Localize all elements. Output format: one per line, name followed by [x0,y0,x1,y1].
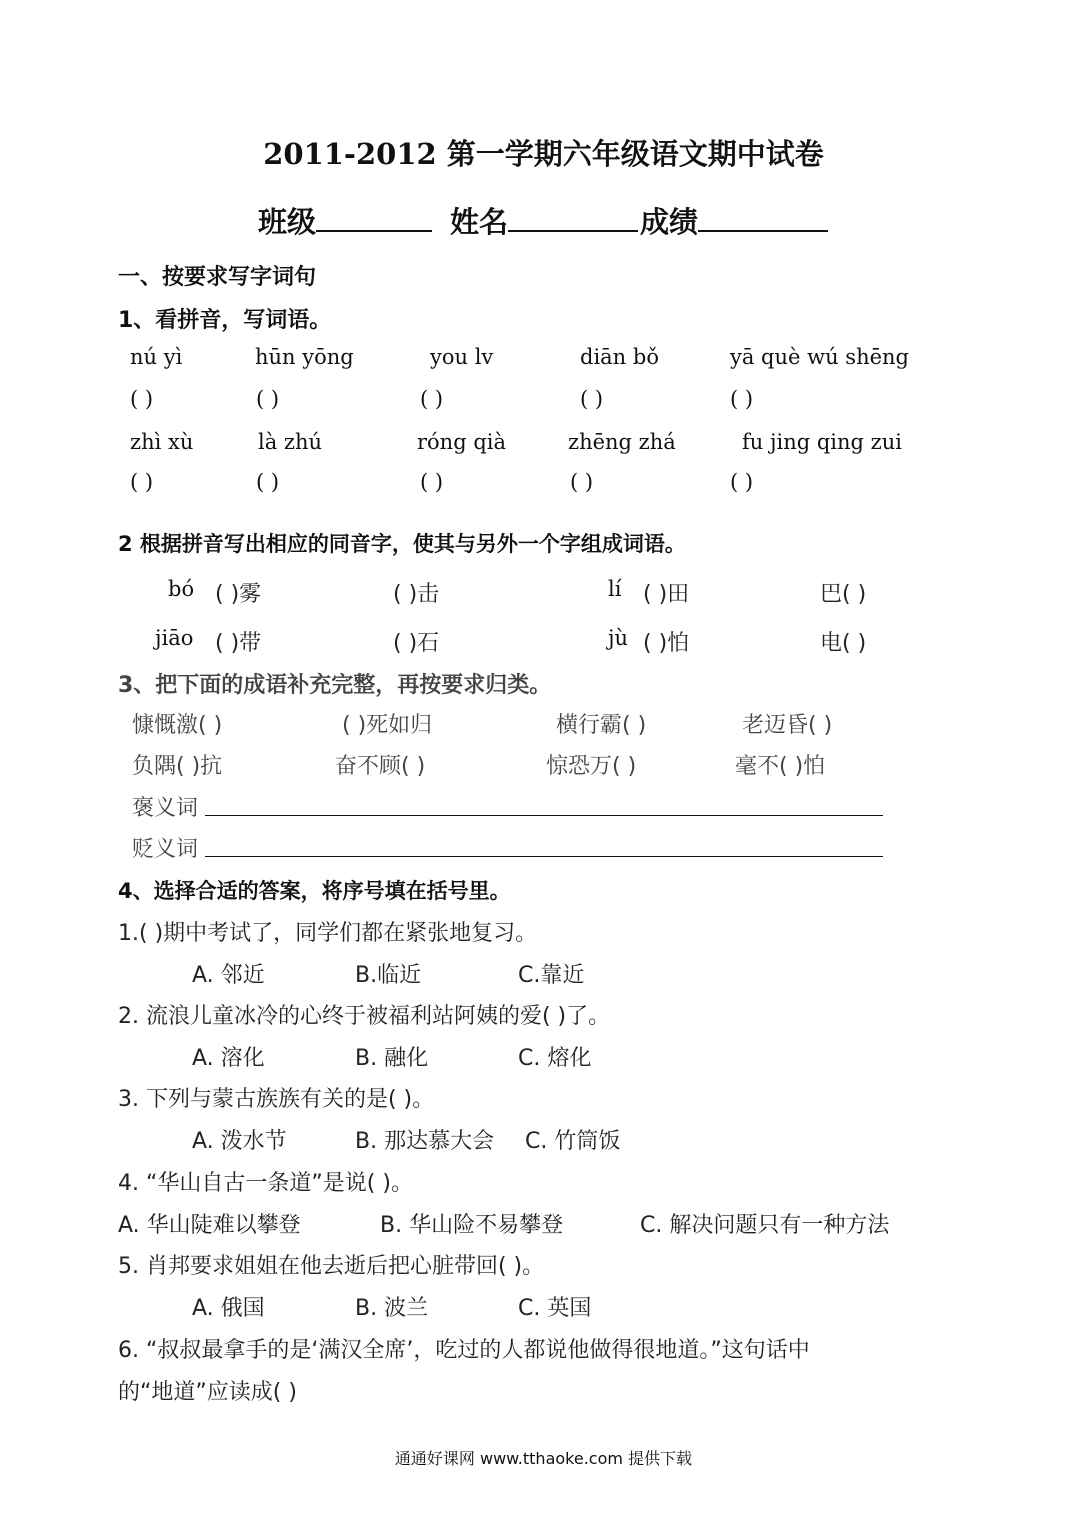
answer-blank[interactable]: ( )田 [643,582,690,607]
question-text: 1.( )期中考试了，同学们都在紧张地复习。 [118,921,538,946]
answer-blank[interactable]: ( ) [130,387,154,411]
class-blank[interactable] [316,204,432,232]
derogatory-label: 贬义词 [132,837,199,862]
answer-blank[interactable]: ( ) [420,470,444,494]
q4-title: 4、选择合适的答案，将序号填在括号里。 [118,879,511,903]
pinyin: diān bǒ [580,345,659,369]
option-a[interactable]: A. 泼水节 [192,1129,287,1154]
idiom-item[interactable]: 慷慨激( ) [132,713,223,738]
section1-heading: 一、按要求写字词句 [118,265,317,290]
answer-blank[interactable]: ( ) [730,387,754,411]
option-c[interactable]: C. 竹筒饭 [525,1129,621,1154]
answer-blank[interactable]: 电( ) [820,631,867,656]
pinyin: zhì xù [130,430,194,454]
question-text: 的“地道”应读成( ) [118,1380,297,1405]
option-b[interactable]: B. 融化 [355,1046,429,1071]
idiom-item[interactable]: 老迈昏( ) [742,713,833,738]
answer-blank[interactable]: ( )击 [393,582,440,607]
option-c[interactable]: C. 熔化 [518,1046,592,1071]
question-text: 3. 下列与蒙古族族有关的是( )。 [118,1087,435,1112]
answer-blank[interactable]: ( ) [570,470,594,494]
option-c[interactable]: C. 解决问题只有一种方法 [640,1213,890,1238]
question-text: 6. “叔叔最拿手的是‘满汉全席’，吃过的人都说他做得很地道。”这句话中 [118,1338,810,1363]
option-a[interactable]: A. 邻近 [192,963,265,988]
answer-blank[interactable]: ( ) [256,387,280,411]
pinyin: nú yì [130,345,183,369]
pinyin: fu jing qing zui [742,430,902,454]
pinyin: róng qià [417,430,507,454]
answer-blank[interactable]: ( )怕 [643,631,690,656]
idiom-item[interactable]: 负隅( )抗 [132,754,223,779]
option-b[interactable]: B.临近 [355,963,422,988]
idiom-item[interactable]: 毫不( )怕 [735,754,826,779]
option-a[interactable]: A. 溶化 [192,1046,265,1071]
score-label: 成绩 [640,205,699,239]
answer-blank[interactable]: ( )雾 [215,582,262,607]
answer-blank[interactable]: ( ) [256,470,280,494]
option-c[interactable]: C.靠近 [518,963,585,988]
class-label: 班级 [258,205,317,239]
answer-blank[interactable]: ( ) [420,387,444,411]
answer-blank[interactable]: ( )带 [215,631,262,656]
pinyin: jiāo [155,626,194,650]
score-field [640,200,828,241]
answer-blank[interactable]: ( )石 [393,631,440,656]
question-text: 2. 流浪儿童冰冷的心终于被福利站阿姨的爱( )了。 [118,1004,611,1029]
name-field [450,200,638,241]
idiom-item[interactable]: ( )死如归 [342,713,433,738]
idiom-item[interactable]: 横行霸( ) [556,713,647,738]
derogatory-answer-line[interactable] [205,856,883,857]
option-b[interactable]: B. 波兰 [355,1296,429,1321]
idiom-item[interactable]: 奋不顾( ) [335,754,426,779]
pinyin: yā què wú shēng [730,345,910,369]
answer-blank[interactable]: ( ) [730,470,754,494]
pinyin: zhēng zhá [568,430,676,454]
answer-blank[interactable]: 巴( ) [820,582,867,607]
option-b[interactable]: B. 那达慕大会 [355,1129,495,1154]
q3-title: 3、把下面的成语补充完整，再按要求归类。 [118,673,552,698]
pinyin: jù [608,626,629,650]
score-blank[interactable] [698,204,828,232]
question-text: 5. 肖邦要求姐姐在他去逝后把心脏带回( )。 [118,1254,545,1279]
question-text: 4. “华山自古一条道”是说( )。 [118,1171,413,1196]
idiom-item[interactable]: 惊恐万( ) [546,754,637,779]
pinyin: you lv [430,345,494,369]
q1-title: 1、看拼音，写词语。 [118,308,332,333]
option-a[interactable]: A. 俄国 [192,1296,265,1321]
exam-title: 2011-2012 第一学期六年级语文期中试卷 [263,137,824,171]
pinyin: lí [608,577,622,601]
class-field [258,200,432,241]
option-a[interactable]: A. 华山陡难以攀登 [118,1213,301,1238]
footer-credit: 通通好课网 www.tthaoke.com 提供下载 [394,1449,693,1468]
commend-label: 褒义词 [132,796,199,821]
q2-title: 2 根据拼音写出相应的同音字，使其与另外一个字组成词语。 [118,532,686,556]
answer-blank[interactable]: ( ) [130,470,154,494]
pinyin: bó [168,577,195,601]
name-label: 姓名 [450,205,509,239]
pinyin: là zhú [258,430,323,454]
commend-answer-line[interactable] [205,815,883,816]
option-b[interactable]: B. 华山险不易攀登 [380,1213,564,1238]
name-blank[interactable] [508,204,638,232]
option-c[interactable]: C. 英国 [518,1296,592,1321]
pinyin: hūn yōng [255,345,354,369]
answer-blank[interactable]: ( ) [580,387,604,411]
